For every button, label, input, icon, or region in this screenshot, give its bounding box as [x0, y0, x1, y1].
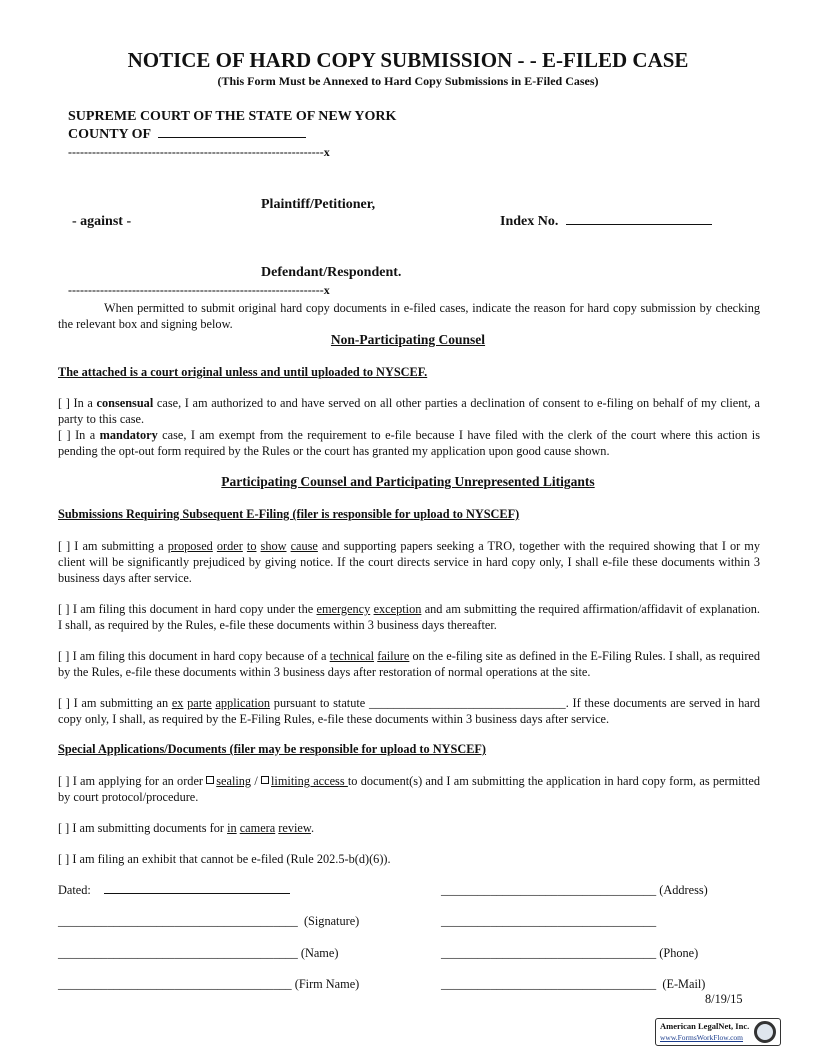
mandatory-bold: mandatory [99, 428, 158, 442]
form-revision-date: 8/19/15 [705, 992, 743, 1006]
consensual-checkbox-text: [ ] In a [58, 396, 97, 410]
consensual-text: case, I am authorized to and have served on all other parties a declination of consent to e-filing on behalf of my client, a party to this case. [58, 396, 760, 426]
sealing-checkbox[interactable] [206, 776, 214, 784]
in-camera-word: review [278, 821, 311, 835]
consensual-item[interactable] [58, 395, 760, 427]
limiting-access-checkbox[interactable] [261, 776, 269, 784]
american-legalnet-logo[interactable] [655, 1018, 781, 1046]
consensual-bold: consensual [96, 396, 154, 410]
subsequent-efiling-subheading: Submissions Requiring Subsequent E-Filing (filer is responsible for upload to NYSCEF) [58, 507, 520, 521]
name-blank: _______________________________________ [58, 946, 298, 960]
court-original-note: The attached is a court original unless and until uploaded to NYSCEF. [58, 365, 428, 379]
tro-word: cause [290, 539, 318, 553]
index-line [500, 214, 712, 230]
tro-word: proposed [167, 539, 213, 553]
technical-word: failure [377, 649, 410, 663]
special-applications-subheading: Special Applications/Documents (filer may be responsible for upload to NYSCEF) [58, 742, 487, 756]
in-camera-text: . [310, 821, 315, 835]
firm-name-line[interactable] [58, 977, 359, 992]
in-camera-prefix: [ ] I am submitting documents for [58, 821, 228, 835]
emergency-word: exception [373, 602, 422, 616]
mandatory-text: case, I am exempt from the requirement to e-file because I have filed with the clerk of the court where this action is pending the opt-out form required by the Rules or the court has granted my application upon good cause shown. [58, 428, 760, 458]
caption-dash-line-bottom: ----------------------------------------------------------------x [68, 283, 330, 297]
in-camera-word: in [227, 821, 237, 835]
non-participating-heading: Non-Participating Counsel [330, 332, 486, 347]
index-blank[interactable] [566, 224, 712, 225]
firm-label: (Firm Name) [294, 977, 360, 991]
signature-blank: _______________________________________ [58, 914, 298, 928]
name-label: (Name) [300, 946, 339, 960]
globe-icon [754, 1021, 776, 1043]
county-blank[interactable] [158, 137, 306, 138]
sealing-text: to document(s) and I am submitting the application in hard copy form, as permitted by court protocol/procedure. [58, 774, 760, 804]
technical-text: on the e-filing site as defined in the E-Filing Rules. I shall, as required by the Rules, e-file these documents within 3 business days after restoration of normal operations at the site. [58, 649, 761, 679]
emergency-item[interactable] [58, 601, 760, 633]
county-label: COUNTY OF [68, 127, 151, 142]
dated-line [58, 883, 290, 898]
document-title: NOTICE OF HARD COPY SUBMISSION - - E-FILED CASE [127, 48, 689, 72]
intro-paragraph: When permitted to submit original hard copy documents in e-filed cases, indicate the reason for hard copy submission by checking the relevant box and signing below. [58, 301, 760, 331]
tro-item[interactable] [58, 538, 760, 586]
name-line[interactable] [58, 946, 338, 961]
email-blank: ___________________________________ [441, 977, 657, 991]
court-name: SUPREME COURT OF THE STATE OF NEW YORK [68, 109, 397, 124]
against-label: - against - [72, 214, 132, 229]
firm-blank: ______________________________________ [58, 977, 292, 991]
logo-url: www.FormsWorkFlow.com [660, 1033, 744, 1042]
phone-blank: ___________________________________ [441, 946, 657, 960]
ex-parte-text: pursuant to statute ________________________________. If these documents are served in hard copy only, I shall, as required by the E-Filing Rules, e-file these documents within 3 business days after service. [58, 696, 761, 726]
address-label: (Address) [659, 883, 708, 897]
emergency-text: and am submitting the required affirmation/affidavit of explanation. I shall, as required by the Rules, e-file these documents within 3 business days thereafter. [58, 602, 761, 632]
ex-parte-item[interactable] [58, 695, 760, 727]
signature-label: (Signature) [303, 914, 360, 928]
address-blank: ___________________________________ [441, 883, 657, 897]
in-camera-item[interactable] [58, 820, 760, 836]
index-label: Index No. [500, 214, 559, 229]
technical-failure-item[interactable] [58, 648, 760, 680]
ex-parte-word: application [215, 696, 271, 710]
tro-prefix: [ ] I am submitting a [58, 539, 168, 553]
technical-word: technical [329, 649, 375, 663]
county-line [68, 127, 306, 143]
email-label: (E-Mail) [662, 977, 706, 991]
emergency-prefix: [ ] I am filing this document in hard copy under the [58, 602, 317, 616]
tro-text: and supporting papers seeking a TRO, together with the required showing that I or my client will be significantly prejudiced by giving notice. If the court directs service in hard copy only, I shall e-file these documents within 3 business days after service. [58, 539, 760, 585]
participating-heading: Participating Counsel and Participating Unrepresented Litigants [221, 474, 595, 489]
phone-line[interactable] [441, 946, 698, 961]
mandatory-item[interactable] [58, 427, 760, 459]
sealing-word: sealing [216, 774, 252, 788]
email-line[interactable] [441, 977, 705, 992]
limiting-access-word: limiting access [271, 774, 348, 788]
sealing-prefix: [ ] I am applying for an order [58, 774, 207, 788]
address-line-2[interactable]: ___________________________________ [441, 914, 657, 928]
ex-parte-word: ex [171, 696, 184, 710]
sealing-item[interactable] [58, 773, 760, 805]
logo-name: American LegalNet, Inc. [660, 1021, 750, 1031]
defendant-label: Defendant/Respondent. [261, 265, 402, 280]
signature-line[interactable] [58, 914, 359, 929]
technical-prefix: [ ] I am filing this document in hard copy because of a [58, 649, 330, 663]
phone-label: (Phone) [659, 946, 699, 960]
in-camera-word: camera [239, 821, 276, 835]
sealing-slash: / [251, 774, 262, 788]
tro-word: to [246, 539, 257, 553]
ex-parte-prefix: [ ] I am submitting an [58, 696, 172, 710]
caption-dash-line-top: ----------------------------------------------------------------x [68, 145, 330, 159]
plaintiff-label: Plaintiff/Petitioner, [261, 197, 376, 212]
exhibit-item[interactable]: [ ] I am filing an exhibit that cannot be e-filed (Rule 202.5-b(d)(6)). [58, 852, 391, 866]
address-line[interactable] [441, 883, 708, 898]
ex-parte-word: parte [187, 696, 212, 710]
document-subtitle: (This Form Must be Annexed to Hard Copy Submissions in E-Filed Cases) [217, 74, 599, 88]
mandatory-checkbox-text: [ ] In a [58, 428, 100, 442]
emergency-word: emergency [316, 602, 371, 616]
dated-blank[interactable] [104, 893, 290, 894]
tro-word: show [260, 539, 287, 553]
tro-word: order [216, 539, 243, 553]
dated-label: Dated: [58, 883, 91, 897]
